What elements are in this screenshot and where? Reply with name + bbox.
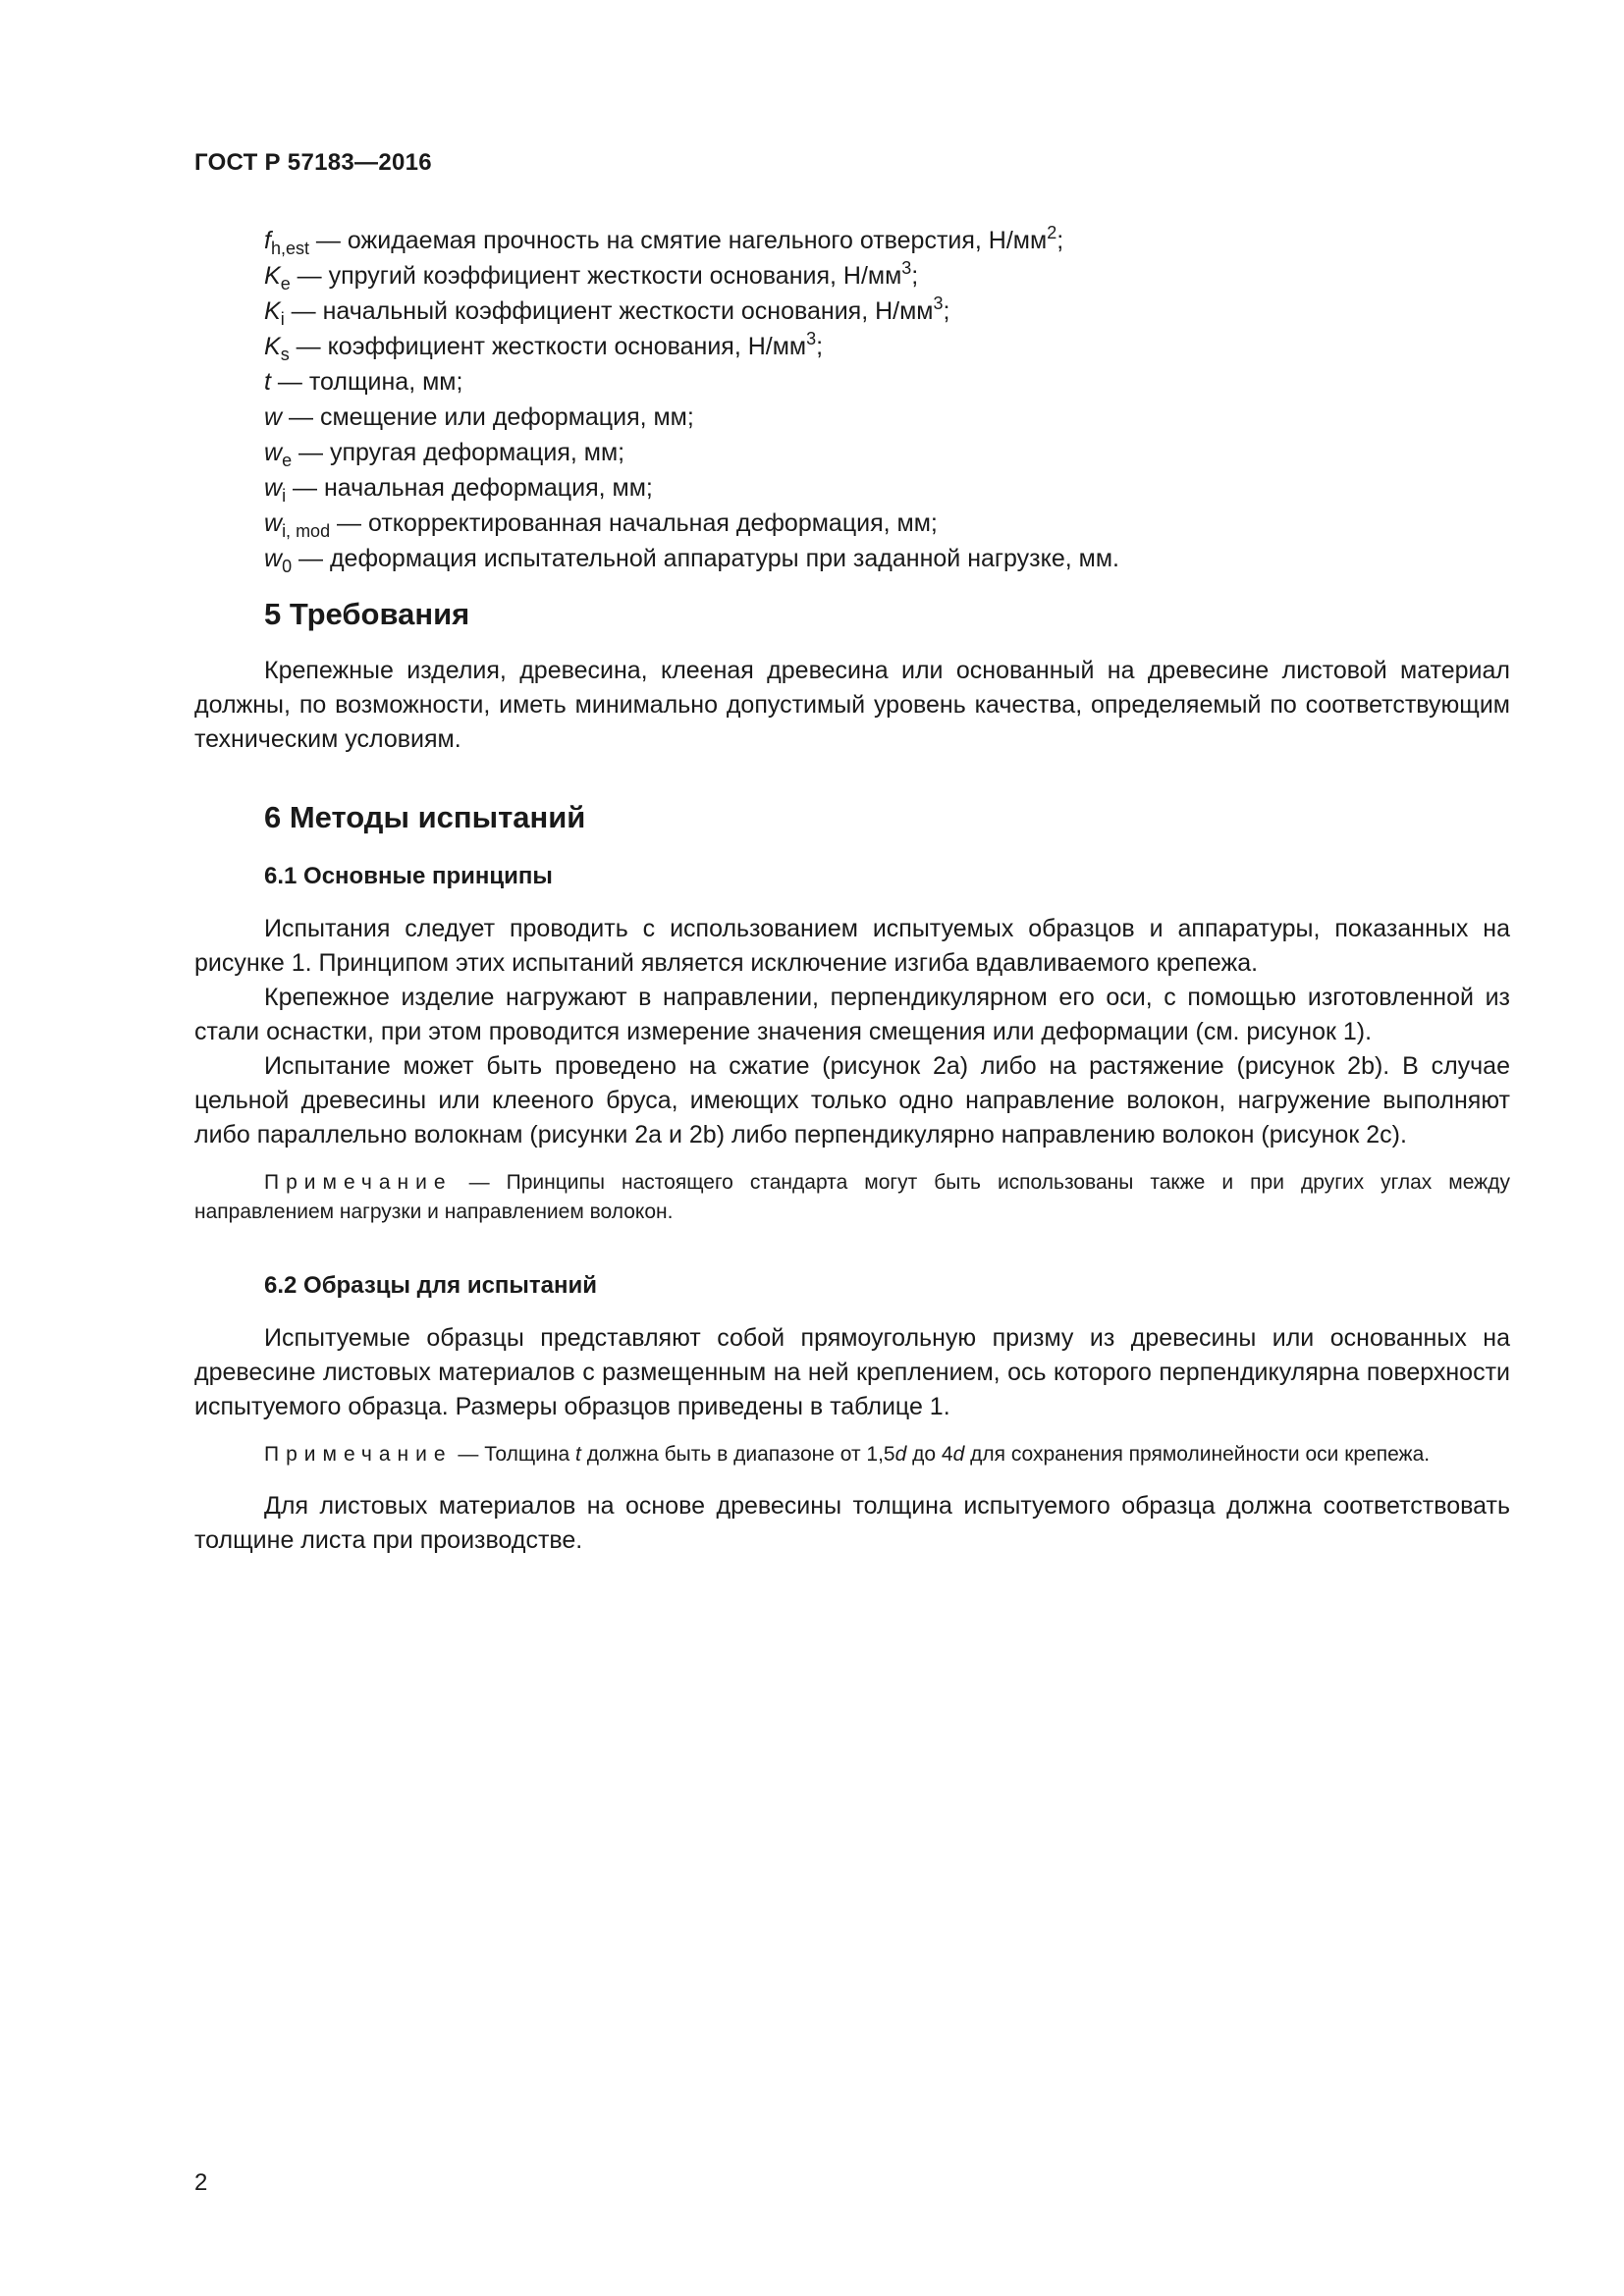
note-label: Примечание: [264, 1443, 453, 1466]
symbol-description: — начальная деформация, мм;: [286, 474, 653, 502]
symbol-definition: [264, 294, 1511, 329]
subsection-6-1-paragraph: Крепежное изделие нагружают в направлении, перпендикулярном его оси, с помощью изготовленной из стали оснастки, при этом проводится измерение значения смещения или деформации (см. рисунок 1).: [194, 984, 1510, 1045]
subsection-6-2-paragraph: Для листовых материалов на основе древесины толщина испытуемого образца должна соответствовать толщине листа при производстве.: [194, 1492, 1510, 1554]
subsection-6-2-paragraph: Испытуемые образцы представляют собой прямоугольную призму из древесины или основанных на древесине листовых материалов с размещенным на ней креплением, ось которого перпендикулярна поверхности испытуемого образца. Размеры образцов приведены в таблице 1.: [194, 1324, 1510, 1420]
standard-code-header: ГОСТ Р 57183—2016: [194, 149, 432, 176]
note-text: до 4: [906, 1443, 953, 1466]
unit-superscript: 3: [933, 294, 944, 313]
symbol-subscript: s: [280, 345, 290, 364]
symbol: w: [264, 474, 283, 502]
symbol-definition: [264, 329, 1511, 364]
subsection-6-1-paragraph: Испытание может быть проведено на сжатие (рисунок 2a) либо на растяжение (рисунок 2b). В случае цельной древесины или клееного бруса, имеющих только одно направление волокон, нагружение выполняют либо параллельно волокнам (рисунки 2a и 2b) либо перпендикулярно направлению волокон (рисунок 2c).: [194, 1052, 1510, 1148]
symbol-definition: [264, 506, 1511, 541]
main-content: [194, 589, 1510, 1558]
subsection-6-1-title: 6.1 Основные принципы: [264, 863, 553, 889]
symbol: w: [264, 403, 283, 431]
symbol: w: [264, 439, 283, 466]
symbol-subscript: e: [280, 274, 291, 294]
symbol: t: [264, 368, 271, 396]
subsection-6-2-title: 6.2 Образцы для испытаний: [264, 1272, 598, 1299]
subsection-6-1-paragraph: Испытания следует проводить с использованием испытуемых образцов и аппаратуры, показанных на рисунке 1. Принципом этих испытаний является исключение изгиба вдавливаемого крепежа.: [194, 915, 1510, 977]
unit-superscript: 3: [806, 329, 817, 348]
note-text: для сохранения прямолинейности оси крепежа.: [964, 1443, 1431, 1466]
symbol: f: [264, 227, 271, 254]
note-variable: d: [894, 1443, 907, 1466]
page-number: 2: [194, 2169, 208, 2196]
symbol-description: — смещение или деформация, мм;: [282, 403, 694, 431]
note-text: — Толщина: [452, 1443, 576, 1466]
symbol-definition: [264, 470, 1511, 506]
note: [194, 1440, 1510, 1469]
symbol-subscript: h,est: [270, 239, 309, 258]
section-5-paragraph: Крепежные изделия, древесина, клееная древесина или основанный на древесине листовой материал должны, по возможности, иметь минимально допустимый уровень качества, определяемый по соответствующим техническим условиям.: [194, 657, 1510, 753]
note: [194, 1168, 1510, 1227]
symbol-definition: [264, 223, 1511, 258]
symbol-description: — коэффициент жесткости основания, Н/мм: [289, 333, 807, 360]
symbol-definition: [264, 541, 1511, 576]
symbol-subscript: 0: [282, 557, 293, 576]
note-text: должна быть в диапазоне от 1,5: [580, 1443, 895, 1466]
section-5-title: 5 Требования: [264, 597, 470, 631]
symbol: K: [264, 262, 281, 290]
symbol-subscript: e: [282, 451, 293, 470]
unit-superscript: 3: [901, 258, 912, 278]
unit-superscript: 2: [1047, 223, 1057, 242]
note-label: Примечание: [264, 1171, 453, 1194]
symbol-definition: [264, 258, 1511, 294]
symbol-description: — упругая деформация, мм;: [292, 439, 625, 466]
symbol-subscript: i: [282, 486, 287, 506]
section-6-title: 6 Методы испытаний: [264, 800, 586, 834]
symbol-description: — деформация испытательной аппаратуры при заданной нагрузке, мм.: [292, 545, 1119, 572]
symbol-definition: [264, 364, 1511, 400]
line-end: ;: [911, 262, 919, 290]
symbol-definition: [264, 400, 1511, 435]
note-variable: d: [952, 1443, 965, 1466]
symbol-definitions-list: [264, 223, 1511, 576]
symbol-subscript: i: [280, 309, 285, 329]
symbol-subscript: i, mod: [282, 521, 331, 541]
symbol: K: [264, 297, 281, 325]
line-end: ;: [943, 297, 950, 325]
symbol: K: [264, 333, 281, 360]
line-end: ;: [1056, 227, 1064, 254]
symbol-description: — упругий коэффициент жесткости основания, Н/мм: [290, 262, 902, 290]
symbol-description: — ожидаемая прочность на смятие нагельного отверстия, Н/мм: [308, 227, 1048, 254]
symbol-description: — толщина, мм;: [270, 368, 463, 396]
symbol: w: [264, 545, 283, 572]
symbol: w: [264, 509, 283, 537]
symbol-description: — начальный коэффициент жесткости основания, Н/мм: [284, 297, 934, 325]
note-text: — Принципы настоящего стандарта могут быть использованы также и при других углах между направлением нагрузки и направлением волокон.: [194, 1171, 1510, 1223]
symbol-description: — откорректированная начальная деформация, мм;: [330, 509, 938, 537]
symbol-definition: [264, 435, 1511, 470]
line-end: ;: [816, 333, 824, 360]
note-variable: t: [575, 1443, 581, 1466]
